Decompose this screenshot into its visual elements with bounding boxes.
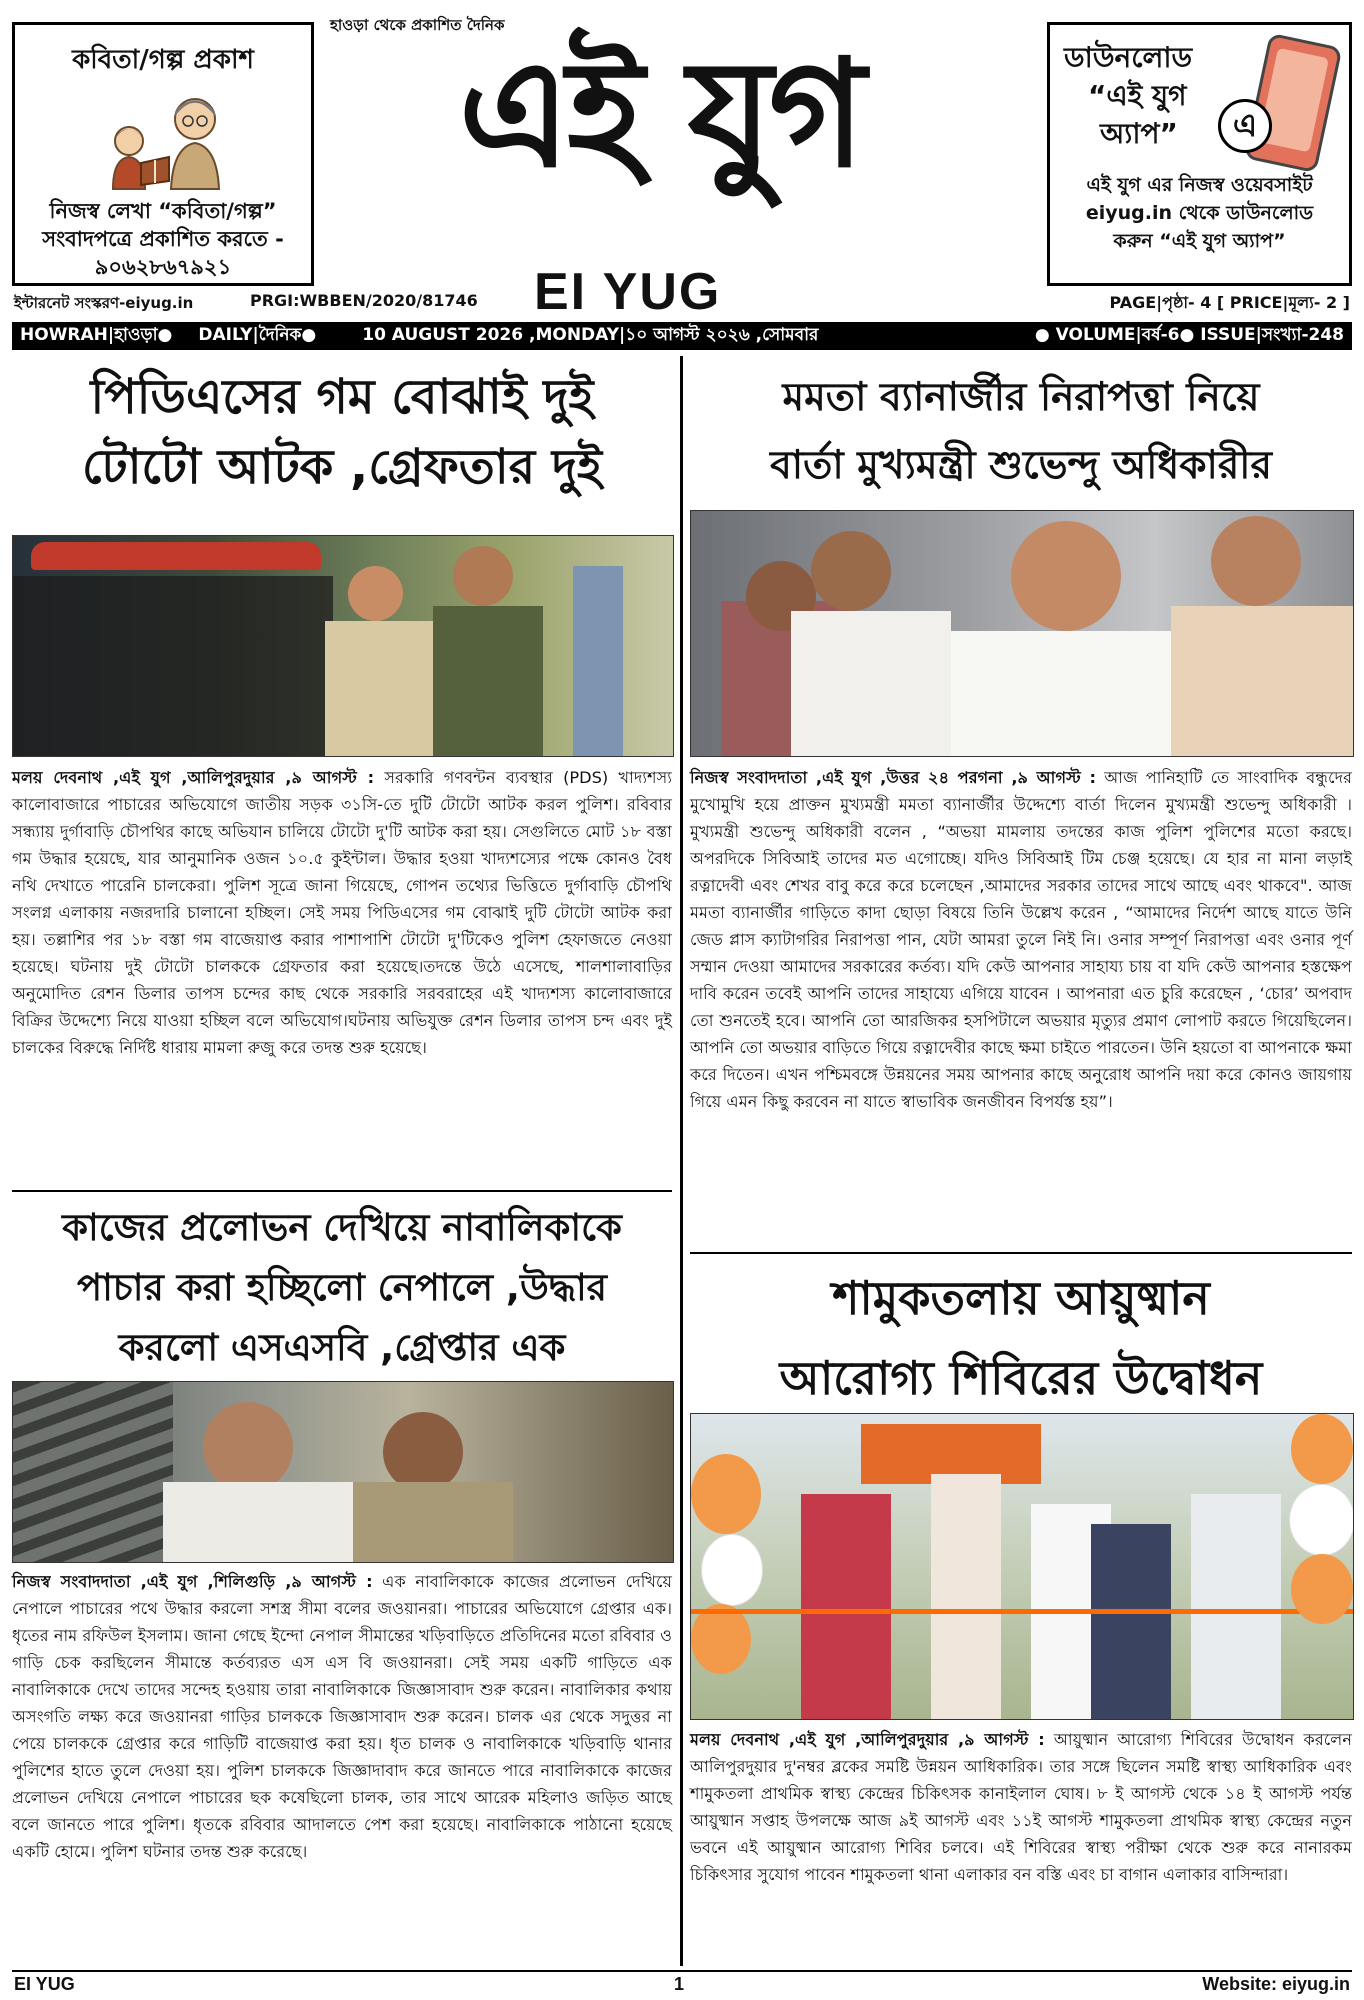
poetry-promo-title: কবিতা/গল্প প্রকাশ (72, 45, 254, 75)
article3-headline-line3: করলো এসএসবি ,গ্রেপ্তার এক (118, 1326, 566, 1369)
app-download-title2: “এই যুগ (1088, 79, 1187, 112)
logo-bengali: এই যুগ (458, 28, 862, 200)
article2-body (690, 764, 1352, 1115)
poetry-promo-line1: নিজস্ব লেখা “কবিতা/গল্প” (49, 199, 277, 223)
article1-headline-line2: টোটো আটক ,গ্রেফতার দুই (81, 439, 603, 495)
article3-headline-line1: কাজের প্রলোভন দেখিয়ে নাবালিকাকে (62, 1206, 622, 1249)
logo-english: EI YUG (534, 263, 722, 321)
page-price-info: PAGE|পৃষ্ঠা- 4 [ PRICE|মূল্য- 2 ] (1109, 293, 1350, 312)
app-download-line3: করুন “এই যুগ অ্যাপ” (1113, 230, 1286, 252)
info-city: HOWRAH|হাওড়া● (20, 325, 173, 345)
article2-headline-line1: মমতা ব্যানার্জীর নিরাপত্তা নিয়ে (782, 375, 1260, 420)
poetry-promo-phone: ৯০৬২৮৬৭৯২১ (94, 255, 232, 279)
footer-left: EI YUG (14, 1974, 75, 1994)
article4-headline (690, 1258, 1352, 1418)
article1-headline-line1: পিডিএসের গম বোঝাই দুই (90, 369, 594, 425)
article2-byline: নিজস্ব সংবাদদাতা ,এই যুগ ,উত্তর ২৪ পরগনা ,৯ আগস্ট : (690, 768, 1097, 787)
right-article-separator (690, 1252, 1352, 1254)
app-logo-icon: এ (1218, 99, 1272, 153)
article3-photo (12, 1381, 674, 1563)
footer-website: Website: eiyug.in (1202, 1974, 1350, 1994)
prgi-number: PRGI:WBBEN/2020/81746 (250, 291, 478, 310)
poetry-promo-line2: সংবাদপত্রে প্রকাশিত করতে - (42, 227, 284, 251)
footer-page-number: 1 (674, 1974, 685, 1994)
article3-text: এক নাবালিকাকে কাজের প্রলোভন দেখিয়ে নেপালে পাচারের পথে উদ্ধার করলো সশস্ত্র সীমা বলের জওয়ানরা। পাচারের অভিযোগে গ্রেপ্তার এক। ধৃতের নাম রফিউল ইসলাম। জানা গেছে ইন্দো নেপাল সীমান্তের খড়িবাড়িতে প্রতিদিনের মতো রবিবার ও গাড়ি চেক করছিলেন সীমান্তে কর্তব্যরত এস এস বি জওয়ানরা। সেই সময় একটি গাড়িতে এক নাবালিকাকে দেখে তাদের সন্দেহ হওয়ায় তারা নাবালিকাকে জিজ্ঞাসাবাদ শুরু করেন। নাবালিকার কথায় অসংগতি লক্ষ্য করে জওয়ানরা গাড়ির চালককে জিজ্ঞাসাবাদ শুরু করেন। চালক এর থেকে সদুত্তর না পেয়ে চালককে গ্রেপ্তার করে গাড়িটি বাজেয়াপ্ত করা হয়। ধৃত চালক ও নাবালিকাকে খড়িবাড়ি থানার পুলিশের হাতে তুলে দেওয়া হয়। পুলিশ চালককে জিজ্ঞাদাবাদ করে জানতে পারে নাবালিকাকে কাজের প্রলোভন দেখিয়ে নেপালে পাচারের ছক কষেছিলো চালক, তার সাথে আরেক মহিলাও জড়িত আছে বলে জানতে পারে পুলিশ। ধৃতকে রবিবার আদালতে পেশ করা হয়েছে। নাবালিকাকে পাঠানো হয়েছে একটি হোমে। পুলিশ ঘটনার তদন্ত শুরু করেছে। (12, 1572, 672, 1861)
article2-headline (690, 364, 1352, 500)
article1-body (12, 764, 672, 1061)
grandmother-reading-illustration (83, 91, 243, 191)
app-download-title1: ডাউনলোড (1064, 41, 1193, 74)
poetry-promo-box (12, 22, 314, 286)
article3-headline-line2: পাচার করা হচ্ছিলো নেপালে ,উদ্ধার (76, 1266, 608, 1309)
article4-body (690, 1726, 1352, 1888)
article1-headline (12, 362, 672, 502)
article4-text: আয়ুষ্মান আরোগ্য শিবিরের উদ্বোধন করলেন আলিপুরদুয়ার দু'নম্বর ব্লকের সমষ্টি উন্নয়ন আধিকারিক। তার সঙ্গে ছিলেন সমষ্টি স্বাস্থ্য আধিকারিক এবং শামুকতলা প্রাথমিক স্বাস্থ্য কেন্দ্রের চিকিৎসক কানাইলাল ঘোষ। ৮ ই আগস্ট থেকে ১৪ ই আগস্ট পর্যন্ত আয়ুষ্মান সপ্তাহ উপলক্ষে আজ ৯ই আগস্ট এবং ১১ই আগস্ট শামুকতলা প্রাথমিক স্বাস্থ্য কেন্দ্রের নতুন ভবনে এই আয়ুষ্মান আরোগ্য শিবির চলবে। এই শিবিরের স্বাস্থ্য পরীক্ষা থেকে শুরু করে নানারকম চিকিৎসার সুযোগ পাবেন শামুকতলা থানা এলাকার বন বস্তি এবং চা বাগান এলাকার বাসিন্দারা। (690, 1730, 1352, 1884)
article4-headline-line2: আরোগ্য শিবিরের উদ্বোধন (779, 1351, 1263, 1405)
app-download-box (1047, 22, 1352, 286)
info-frequency: DAILY|দৈনিক● (198, 325, 317, 345)
footer-rule (12, 1970, 1352, 1972)
article2-photo (690, 510, 1354, 757)
article1-byline: মলয় দেবনাথ ,এই যুগ ,আলিপুরদুয়ার ,৯ আগস্ট : (12, 768, 375, 787)
article3-body (12, 1568, 672, 1865)
left-article-separator (12, 1190, 672, 1192)
article1-photo (12, 535, 674, 757)
app-download-line1: এই যুগ এর নিজস্ব ওয়েবসাইট (1086, 174, 1313, 196)
internet-edition: ইন্টারনেট সংস্করণ-eiyug.in (14, 294, 194, 312)
column-divider (680, 356, 683, 1966)
app-download-line2: eiyug.in থেকে ডাউনলোড (1085, 202, 1314, 224)
article3-headline (12, 1198, 672, 1378)
article1-text: সরকারি গণবন্টন ব্যবস্থার (PDS) খাদ্যশস্য কালোবাজারে পাচারের অভিযোগে জাতীয় সড়ক ৩১সি-তে দুটি টোটো আটক করল পুলিশ। রবিবার সন্ধ্যায় দুর্গাবাড়ি চৌপথির কাছে অভিযান চালিয়ে টোটো দু'টি আটক করা হয়। সেগুলিতে মোট ১৮ বস্তা গম উদ্ধার হয়েছে, যার আনুমানিক ওজন ১০.৫ কুইন্টাল। উদ্ধার হওয়া খাদ্যশস্যের পক্ষে কোনও বৈধ নথি দেখাতে পারেনি চালকেরা। পুলিশ সূত্রে জানা গিয়েছে, গোপন তথ্যের ভিত্তিতে দুর্গাবাড়ি চৌপথি সংলগ্ন এলাকায় নজরদারি চালানো হচ্ছিল। সেই সময় পিডিএসের গম বোঝাই দুটি টোটো আটক করা হয়। তল্লাশির পর ১৮ বস্তা গম বাজেয়াপ্ত করার পাশাপাশি টোটো দু'টিকেও পুলিশ হেফাজতে নেওয়া হয়েছে। ঘটনায় দুই টোটো চালককে গ্রেফতার করা হয়েছে।তদন্তে উঠে এসেছে, শালশালাবাড়ির অনুমোদিত রেশন ডিলার তাপস চন্দের কাছ থেকে সরকারি সরবরাহের এই খাদ্যশস্য কালোবাজারে বিক্রির উদ্দেশ্যে নিয়ে যাওয়া হচ্ছিল বলে অভিযোগ।ঘটনায় অভিযুক্ত রেশন ডিলার তাপস চন্দ এবং দুই চালকের বিরুদ্ধে নির্দিষ্ট ধারায় মামলা রুজু করে তদন্ত শুরু হয়েছে। (12, 768, 672, 1057)
info-date: 10 AUGUST 2026 ,MONDAY|১০ আগস্ট ২০২৬ ,সোমবার (362, 325, 819, 345)
info-volume-issue: ● VOLUME|বর্ষ-6● ISSUE|সংখ্যা-248 (1034, 325, 1344, 345)
article4-photo (690, 1413, 1354, 1720)
article2-headline-line2: বার্তা মুখ্যমন্ত্রী শুভেন্দু অধিকারীর (770, 443, 1272, 488)
app-download-title3: অ্যাপ” (1100, 117, 1178, 150)
info-bar (12, 322, 1352, 350)
article2-text: আজ পানিহাটি তে সাংবাদিক বন্ধুদের মুখোমুখি হয়ে প্রাক্তন মুখ্যমন্ত্রী মমতা ব্যানার্জীর উদ্দেশ্যে বার্তা দিলেন মুখ্যমন্ত্রী শুভেন্দু অধিকারী । মুখ্যমন্ত্রী শুভেন্দু অধিকারী বলেন , “অভয়া মামলায় তদন্তের কাজ পুলিশ পুলিশের মতো করছে। অপরদিকে সিবিআই তাদের মত এগোচ্ছে। যদিও সিবিআই টিম চেঞ্জ হয়েছে। যে হার না মানা লড়াই রত্নাদেবী এবং শেখর বাবু করে করে চলেছেন ,আমাদের সরকার তাদের সাথে আছে এবং থাকবে". আজ মমতা ব্যানার্জীর গাড়িতে কাদা ছোড়া বিষয়ে তিনি উল্লেখ করেন , “আমাদের নির্দেশ আছে যাতে উনি জেড প্লাস ক্যাটাগরির নিরাপত্তা পান, যেটা আমরা তুলে নিই নি। ওনার সম্পূর্ণ নিরাপত্তা এবং ওনার পূর্ণ সম্মান দেওয়া আমাদের সরকারের কর্তব্য। যদি কেউ আপনার সাহায্য চায় বা যদি কেউ আপনার হস্তক্ষেপ দাবি করেন তবেই আপনি তাদের সাহায্যে এগিয়ে যাবেন । আপনারা এত চুরি করেছেন , ‘চোর’ অপবাদ তো শুনতেই হবে। আপনি তো আরজিকর হসপিটালে অভয়ার মৃত্যুর প্রমাণ লোপাট করতে গিয়েছিলেন। আপনি তো অভয়ার বাড়িতে গিয়ে রত্নাদেবীর কাছে ক্ষমা চাইতে পারতেন। উনি হয়তো বা আপনাকে ক্ষমা করে দিতেন। এখন পশ্চিমবঙ্গে উন্নয়নের সময় আপনার কাছে অনুরোধ আপনি দয়া করে কোনও জায়গায় গিয়ে এমন কিছু করবেন না যাতে স্বাভাবিক জনজীবন বিপর্যস্ত হয়”। (690, 768, 1352, 1111)
article3-byline: নিজস্ব সংবাদদাতা ,এই যুগ ,শিলিগুড়ি ,৯ আগস্ট : (12, 1572, 373, 1591)
article4-headline-line1: শামুকতলায় আয়ুষ্মান (832, 1271, 1210, 1325)
tagline: হাওড়া থেকে প্রকাশিত দৈনিক (330, 16, 505, 34)
article4-byline: মলয় দেবনাথ ,এই যুগ ,আলিপুরদুয়ার ,৯ আগস্ট : (690, 1730, 1045, 1749)
